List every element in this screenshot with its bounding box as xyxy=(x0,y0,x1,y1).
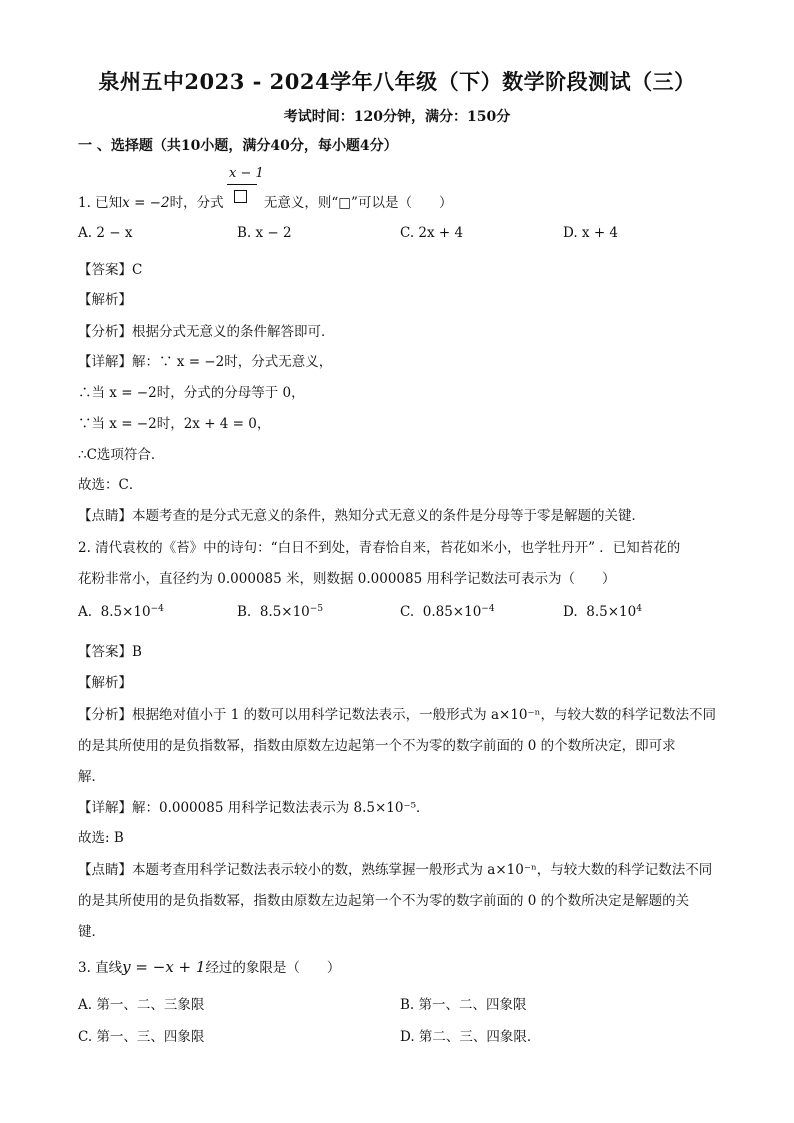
q3-option-a: A. 第一、二、三象限 xyxy=(78,997,205,1013)
q2-fenxi-line-3: 解． xyxy=(78,769,105,785)
q2-detail: 【详解】解：0.000085 用科学记数法表示为 8.5×10⁻⁵． xyxy=(78,800,430,816)
question-1-stem xyxy=(78,191,452,211)
q2-note-line-3: 键． xyxy=(78,924,105,940)
q1-answer: 【答案】C xyxy=(78,262,143,278)
q1-choice: 故选：C． xyxy=(78,477,143,493)
q1-option-c: C. 2x + 4 xyxy=(400,225,464,241)
q2-option-b: B. $8.5\times 10^{-5}$ xyxy=(237,604,324,620)
q1-mid: 时，分式 xyxy=(169,195,224,211)
q2-choice: 故选: B xyxy=(78,830,124,846)
page-title: 泉州五中2023 - 2024学年八年级（下）数学阶段测试（三） xyxy=(98,69,696,94)
q1-condition: x = −2 xyxy=(122,195,170,211)
q3-post: 经过的象限是（ ） xyxy=(205,960,341,976)
q1-post: 无意义，则“□”可以是（ ） xyxy=(263,195,453,211)
fraction-numerator: x − 1 xyxy=(229,166,264,181)
q1-option-a: A. 2 − x xyxy=(78,225,133,241)
q3-pre: 3. 直线 xyxy=(78,960,123,976)
exam-info: 考试时间：120分钟，满分：150分 xyxy=(283,109,511,125)
q2-note-line-1: 【点睛】本题考查用科学记数法表示较小的数，熟练掌握一般形式为 a×10⁻ⁿ，与较大数的科学记数法不同 xyxy=(78,862,713,878)
q2-option-c: C. $0.85\times 10^{-4}$ xyxy=(400,604,495,620)
q1-fenxi: 【分析】根据分式无意义的条件解答即可． xyxy=(78,324,335,340)
q1-step-3: ∴C选项符合． xyxy=(78,447,165,463)
q2-note-line-2: 的是其所使用的是负指数幂，指数由原数左边起第一个不为零的数字前面的 0 的个数所决定是解题的关 xyxy=(78,893,690,909)
q2-fenxi-line-1: 【分析】根据绝对值小于 1 的数可以用科学记数法表示，一般形式为 a×10⁻ⁿ，与较大数的科学记数法不同 xyxy=(78,707,716,723)
q2-analysis: 【解析】 xyxy=(78,675,132,691)
section-heading: 一 、选择题（共10小题，满分40分，每小题4分） xyxy=(78,138,398,154)
q1-pre: 1. 已知 xyxy=(78,195,123,211)
q1-analysis: 【解析】 xyxy=(78,292,132,308)
q3-option-d: D. 第二、三、四象限． xyxy=(400,1029,541,1045)
q2-stem-line-1: 2. 清代袁枚的《苔》中的诗句：“白日不到处，青春恰自来，苔花如米小，也学牡丹开” ．已知苔花的 xyxy=(78,540,681,556)
q3-option-c: C. 第一、三、四象限 xyxy=(78,1029,205,1045)
q2-answer: 【答案】B xyxy=(78,644,142,660)
fraction-bar xyxy=(227,184,257,185)
q1-step-2: ∵当 x = −2时，2x + 4 = 0， xyxy=(78,416,271,432)
q3-equation: y = −x + 1 xyxy=(122,958,206,976)
q1-step-1: ∴当 x = −2时，分式的分母等于 0， xyxy=(78,385,305,401)
q1-option-b: B. x − 2 xyxy=(237,225,292,241)
q2-fenxi-line-2: 的是其所使用的是负指数幂，指数由原数左边起第一个不为零的数字前面的 0 的个数所决定，即可求 xyxy=(78,738,676,754)
q2-option-d: D. $8.5\times 10^4$ xyxy=(563,604,642,620)
q1-detail: 【详解】解：∵ x = −2时，分式无意义， xyxy=(78,354,333,370)
question-3-stem xyxy=(78,956,340,976)
q1-option-d: D. x + 4 xyxy=(563,225,619,241)
q2-option-a: A. $8.5\times 10^{-4}$ xyxy=(78,604,164,620)
q1-note: 【点睛】本题考查的是分式无意义的条件，熟知分式无意义的条件是分母等于零是解题的关键． xyxy=(78,508,645,524)
q2-stem-line-2: 花粉非常小，直径约为 0.000085 米，则数据 0.000085 用科学记数法可表示为（ ） xyxy=(78,571,616,587)
q3-option-b: B. 第一、二、四象限 xyxy=(400,997,527,1013)
